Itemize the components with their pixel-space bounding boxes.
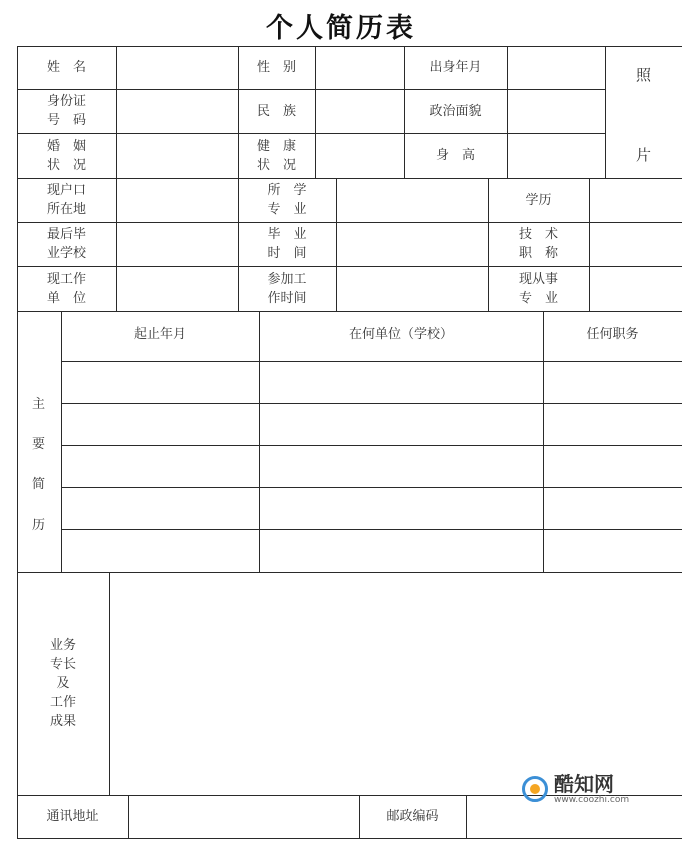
label-ethnicity: 民 族	[256, 103, 296, 119]
watermark-name: 酷知网	[554, 771, 614, 796]
watermark-url: www.coozhi.com	[554, 794, 630, 805]
row-line	[17, 572, 682, 573]
label-health: 健 康 状 况	[256, 138, 296, 173]
label-resume-section-4: 历	[32, 518, 46, 533]
table-border-bottom	[17, 838, 682, 839]
label-major: 所 学 专 业	[267, 183, 307, 217]
label-current-profession: 现从事 专 业	[518, 271, 558, 306]
label-photo-bottom: 片	[635, 145, 651, 164]
header-period: 起止年月	[133, 327, 186, 342]
label-marital-status: 婚 姻 状 况	[46, 138, 86, 173]
label-name: 姓 名	[46, 60, 86, 75]
label-height: 身 高	[435, 148, 475, 163]
col-line	[507, 46, 508, 179]
label-graduation-time: 毕 业 时 间	[267, 227, 307, 261]
label-residence: 现户口 所在地	[46, 183, 86, 217]
history-row-line	[61, 361, 682, 362]
history-row-line	[61, 445, 682, 446]
label-birth: 出身年月	[429, 60, 482, 75]
label-resume-section-3: 简	[32, 477, 46, 492]
label-resume-section-1: 主	[32, 397, 46, 412]
watermark	[522, 770, 672, 808]
col-line	[589, 178, 590, 312]
col-line	[315, 46, 316, 179]
label-work-start: 参加工 作时间	[267, 271, 307, 306]
label-photo-top: 照	[635, 65, 651, 84]
history-row-line	[61, 487, 682, 488]
label-technical-title: 技 术 职 称	[518, 227, 558, 261]
page-title: 个人简历表	[266, 13, 416, 44]
col-line	[109, 572, 110, 796]
history-row-line	[61, 529, 682, 530]
label-address: 通讯地址	[46, 809, 99, 824]
label-education: 学历	[525, 192, 552, 208]
label-gender: 性 别	[256, 60, 296, 75]
header-unit: 在何单位（学校）	[348, 327, 453, 342]
history-row-line	[61, 403, 682, 404]
label-political-status: 政治面貌	[429, 103, 482, 119]
coozhi-logo-icon	[522, 776, 548, 802]
label-postcode: 邮政编码	[386, 809, 439, 824]
label-graduate-school: 最后毕 业学校	[46, 227, 86, 261]
col-line	[116, 46, 117, 312]
label-employer: 现工作 单 位	[46, 271, 86, 306]
col-line	[128, 795, 129, 839]
header-position: 任何职务	[586, 327, 639, 342]
label-expertise: 业务 专长 及 工作 成果	[49, 638, 76, 729]
col-line	[336, 178, 337, 312]
label-id-card: 身份证 号 码	[46, 94, 86, 128]
col-line	[466, 795, 467, 839]
label-resume-section-2: 要	[32, 437, 46, 452]
